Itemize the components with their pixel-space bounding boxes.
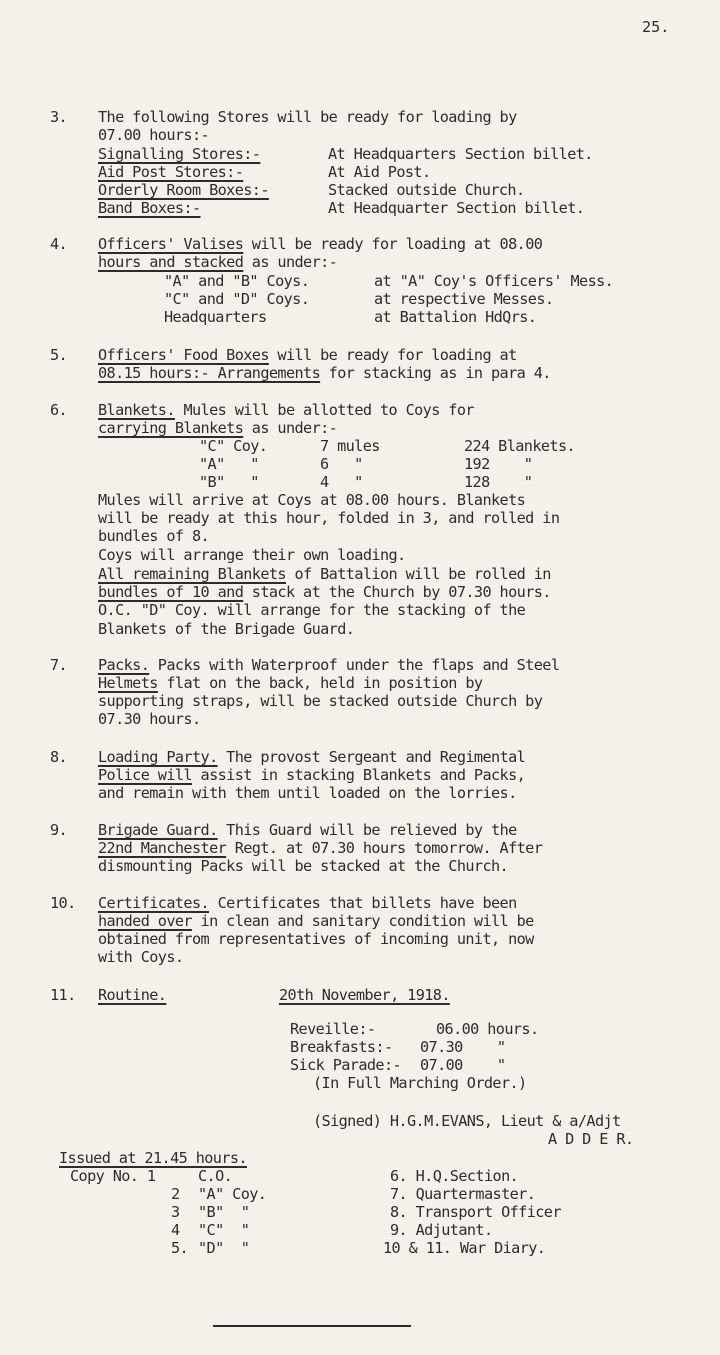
copy-number: 4	[171, 1221, 180, 1239]
schedule-label: Reveille:-	[290, 1020, 376, 1038]
valise-location: at "A" Coy's Officers' Mess.	[374, 272, 614, 290]
para-10-line: obtained from representatives of incoming unit, now	[98, 930, 534, 948]
schedule-label: Breakfasts:-	[290, 1038, 393, 1056]
para-6-remaining-line: All remaining Blankets of Battalion will be rolled in	[98, 565, 551, 583]
store-location: At Headquarter Section billet.	[328, 199, 585, 217]
para-6-body-line: Mules will arrive at Coys at 08.00 hours. Blankets	[98, 491, 526, 509]
para-4-line-1: Officers' Valises will be ready for loading at 08.00	[98, 235, 543, 253]
valise-location: at Battalion HdQrs.	[374, 308, 537, 326]
copy-number: 3	[171, 1203, 180, 1221]
para-6-line-1: Blankets. Mules will be allotted to Coys for	[98, 401, 474, 419]
para-7-line: 07.30 hours.	[98, 710, 201, 728]
para-4-line-2: hours and stacked as under:-	[98, 253, 338, 271]
para-5-line-2: 08.15 hours:- Arrangements for stacking as in para 4.	[98, 364, 551, 382]
para-6-number: 6.	[50, 401, 68, 419]
signature-code: A D D E R.	[548, 1130, 634, 1148]
store-label: Signalling Stores:-	[98, 145, 261, 163]
para-8-line: and remain with them until loaded on the lorries.	[98, 784, 517, 802]
copy-recipient: "A" Coy.	[198, 1185, 267, 1203]
blanket-count: 224 Blankets.	[464, 437, 576, 455]
footer-rule	[213, 1325, 411, 1327]
para-7-line: supporting straps, will be stacked outside Church by	[98, 692, 543, 710]
para-9-line-2: 22nd Manchester Regt. at 07.30 hours tomorrow. After	[98, 839, 543, 857]
mule-coy: "A" "	[199, 455, 259, 473]
issued-time: Issued at 21.45 hours.	[59, 1149, 247, 1167]
para-8-number: 8.	[50, 748, 68, 766]
para-7-line-1: Packs. Packs with Waterproof under the flaps and Steel	[98, 656, 560, 674]
para-6-body-line: Coys will arrange their own loading.	[98, 546, 406, 564]
blanket-count: 192 "	[464, 455, 533, 473]
valise-group: "A" and "B" Coys.	[164, 272, 310, 290]
copy-recipient: 7. Quartermaster.	[390, 1185, 536, 1203]
mule-count: 4 "	[320, 473, 363, 491]
copy-number: 2	[171, 1185, 180, 1203]
store-location: Stacked outside Church.	[328, 181, 525, 199]
para-10-line-1: Certificates. Certificates that billets have been	[98, 894, 517, 912]
para-7-line-2: Helmets flat on the back, held in position by	[98, 674, 483, 692]
para-5-number: 5.	[50, 346, 68, 364]
para-9-heading: Brigade Guard.	[98, 821, 218, 839]
para-11-number: 11.	[50, 986, 76, 1004]
para-8-heading: Loading Party.	[98, 748, 218, 766]
valise-location: at respective Messes.	[374, 290, 554, 308]
routine-date: 20th November, 1918.	[279, 986, 450, 1004]
para-10-number: 10.	[50, 894, 76, 912]
store-location: At Aid Post.	[328, 163, 431, 181]
valise-group: "C" and "D" Coys.	[164, 290, 310, 308]
copy-recipient: 9. Adjutant.	[390, 1221, 493, 1239]
para-6-tail-line: Blankets of the Brigade Guard.	[98, 620, 355, 638]
para-7-heading: Packs.	[98, 656, 150, 674]
copy-recipient: 10 & 11. War Diary.	[383, 1239, 546, 1257]
valise-group: Headquarters	[164, 308, 267, 326]
copy-recipient: "B" "	[198, 1203, 250, 1221]
mule-count: 7 mules	[320, 437, 380, 455]
copy-recipient: C.O.	[198, 1167, 233, 1185]
para-6-heading: Blankets.	[98, 401, 175, 419]
store-label: Band Boxes:-	[98, 199, 201, 217]
para-6-line-2: carrying Blankets as under:-	[98, 419, 338, 437]
para-3-intro: The following Stores will be ready for loading by	[98, 108, 517, 126]
schedule-time: 06.00 hours.	[436, 1020, 539, 1038]
store-label: Orderly Room Boxes:-	[98, 181, 269, 199]
para-9-line-1: Brigade Guard. This Guard will be relieved by the	[98, 821, 517, 839]
para-3-intro-time: 07.00 hours:-	[98, 126, 210, 144]
para-7-number: 7.	[50, 656, 68, 674]
copy-recipient: "C" "	[198, 1221, 250, 1239]
para-9-line: dismounting Packs will be stacked at the Church.	[98, 857, 509, 875]
para-5-heading: Officers' Food Boxes	[98, 346, 269, 364]
copy-recipient: 8. Transport Officer	[390, 1203, 561, 1221]
schedule-label: Sick Parade:-	[290, 1056, 402, 1074]
schedule-time: 07.30 "	[420, 1038, 506, 1056]
mule-coy: "B" "	[199, 473, 259, 491]
page-number: 25.	[642, 18, 670, 36]
copy-number: 5.	[171, 1239, 189, 1257]
para-6-body-line: bundles of 8.	[98, 527, 210, 545]
copy-number: Copy No. 1	[70, 1167, 156, 1185]
para-5-line-1: Officers' Food Boxes will be ready for loading at	[98, 346, 517, 364]
order-note: (In Full Marching Order.)	[313, 1074, 527, 1092]
mule-coy: "C" Coy.	[199, 437, 268, 455]
store-label: Aid Post Stores:-	[98, 163, 244, 181]
schedule-time: 07.00 "	[420, 1056, 506, 1074]
para-8-line-2: Police will assist in stacking Blankets and Packs,	[98, 766, 526, 784]
para-6-tail-line: O.C. "D" Coy. will arrange for the stacking of the	[98, 601, 526, 619]
para-11-heading: Routine.	[98, 986, 167, 1004]
mule-count: 6 "	[320, 455, 363, 473]
para-6-bundles-line: bundles of 10 and stack at the Church by 07.30 hours.	[98, 583, 551, 601]
signature: (Signed) H.G.M.EVANS, Lieut & a/Adjt	[313, 1112, 621, 1130]
copy-recipient: 6. H.Q.Section.	[390, 1167, 519, 1185]
para-8-line-1: Loading Party. The provost Sergeant and Regimental	[98, 748, 526, 766]
para-4-number: 4.	[50, 235, 68, 253]
para-3-number: 3.	[50, 108, 68, 126]
para-10-line-2: handed over in clean and sanitary condition will be	[98, 912, 534, 930]
para-9-number: 9.	[50, 821, 68, 839]
para-10-line: with Coys.	[98, 948, 184, 966]
para-4-heading: Officers' Valises	[98, 235, 244, 253]
para-10-heading: Certificates.	[98, 894, 210, 912]
store-location: At Headquarters Section billet.	[328, 145, 593, 163]
copy-recipient: "D" "	[198, 1239, 250, 1257]
blanket-count: 128 "	[464, 473, 533, 491]
para-6-body-line: will be ready at this hour, folded in 3, and rolled in	[98, 509, 560, 527]
